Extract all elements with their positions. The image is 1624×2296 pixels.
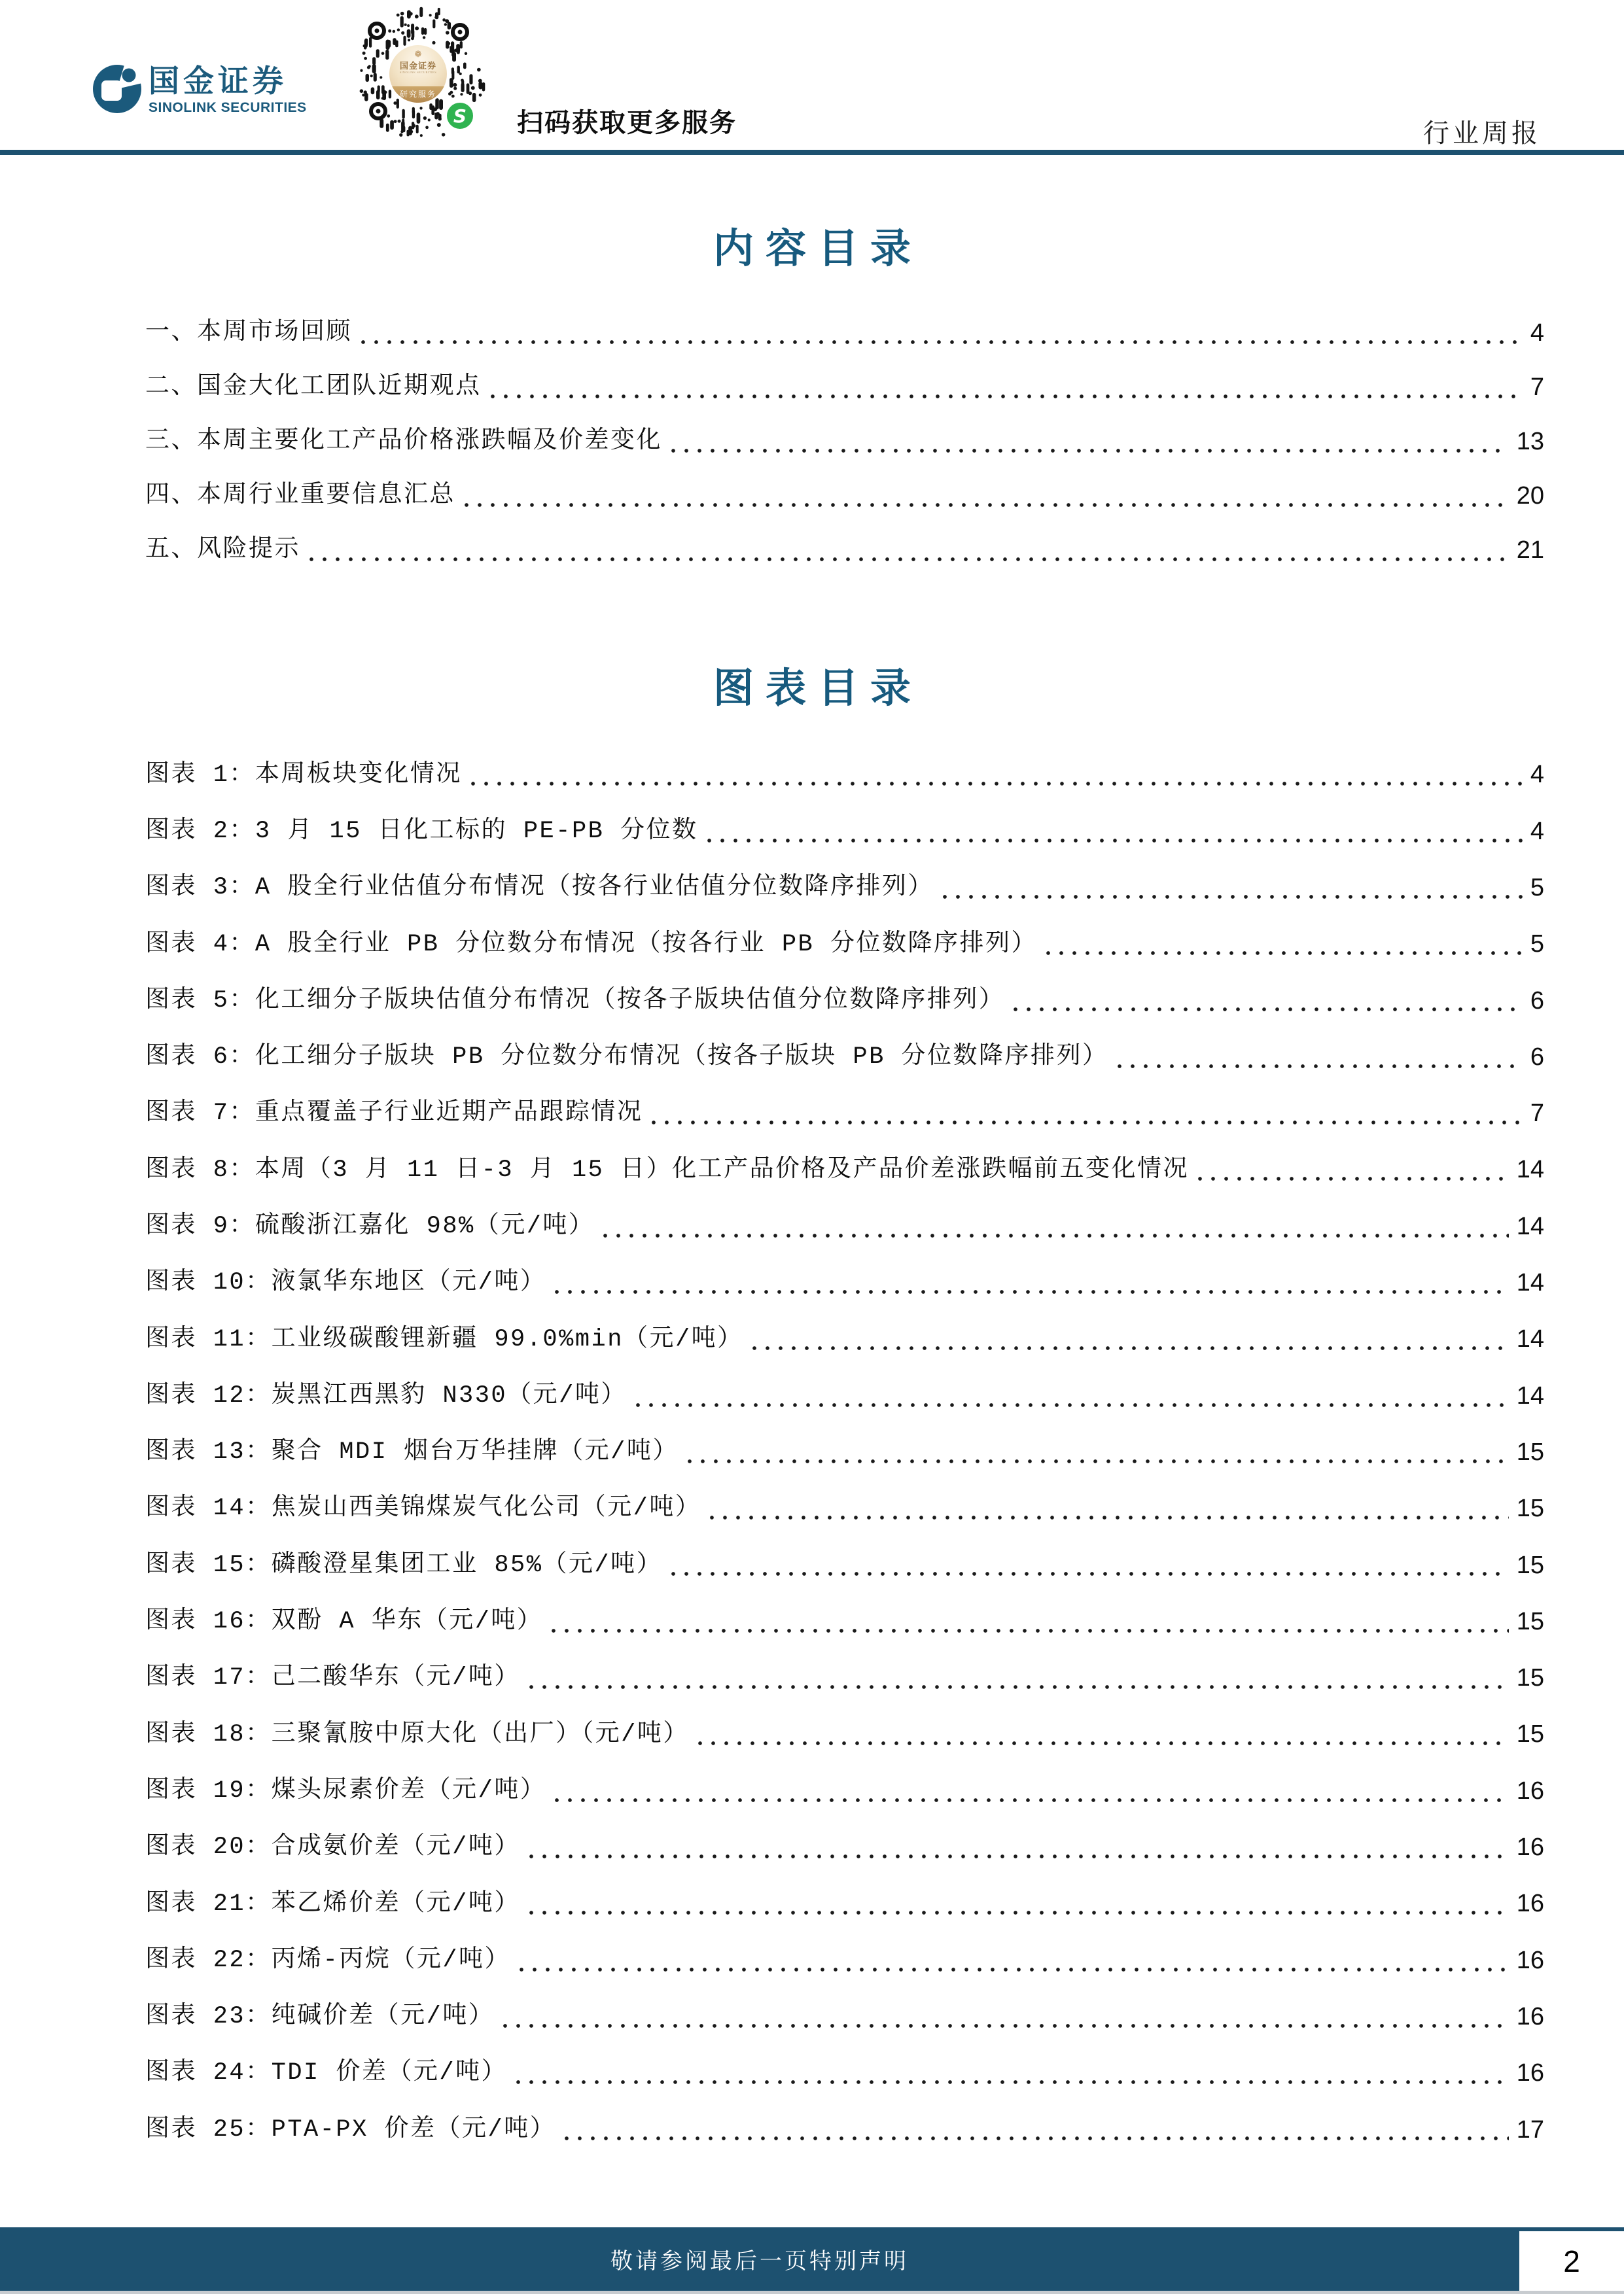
figure-entry-label: 图表 7：重点覆盖子行业近期产品跟踪情况 — [145, 1100, 643, 1128]
figure-entry[interactable] — [145, 1255, 1544, 1312]
dot-leader — [1118, 1063, 1523, 1068]
figure-entry-page: 7 — [1530, 1100, 1544, 1128]
figure-entry-page: 16 — [1516, 1834, 1544, 1862]
dot-leader — [1046, 950, 1523, 955]
toc-entry-label: 一、本周市场回顾 — [145, 319, 352, 347]
dot-leader — [603, 1232, 1508, 1238]
dot-leader — [503, 2023, 1508, 2028]
figure-entry[interactable] — [145, 973, 1544, 1029]
figure-entry-page: 15 — [1516, 1551, 1544, 1579]
figure-entry[interactable] — [145, 2045, 1544, 2102]
figure-entry[interactable] — [145, 1198, 1544, 1255]
dot-leader — [555, 1797, 1508, 1802]
content-toc-list — [145, 305, 1544, 577]
figure-entry-label: 图表 4：A 股全行业 PB 分位数分布情况（按各行业 PB 分位数降序排列） — [145, 930, 1037, 958]
figure-entry[interactable] — [145, 1593, 1544, 1650]
header-divider — [0, 150, 1624, 155]
figure-entry[interactable] — [145, 1312, 1544, 1368]
sinolink-logo-icon — [93, 65, 141, 113]
figure-entry[interactable] — [145, 2102, 1544, 2158]
figure-entry-page: 15 — [1516, 1495, 1544, 1523]
figure-entry[interactable] — [145, 1989, 1544, 2045]
figure-entry-page: 15 — [1516, 1720, 1544, 1748]
figure-entry-label: 图表 1：本周板块变化情况 — [145, 761, 462, 789]
figure-entry[interactable] — [145, 1763, 1544, 1819]
logo-text — [149, 65, 307, 114]
toc-entry-page: 13 — [1516, 428, 1544, 456]
figure-entry-label: 图表 17：己二酸华东（元/吨） — [145, 1664, 520, 1692]
qr-badge-cn-label: 国金证券 — [399, 61, 436, 71]
footer-page-box — [1519, 2227, 1624, 2291]
figure-entry-page: 14 — [1516, 1269, 1544, 1297]
dot-leader — [465, 502, 1509, 507]
footer-disclaimer: 敬请参阅最后一页特别声明 — [610, 2250, 909, 2274]
dot-leader — [555, 1289, 1508, 1294]
figure-entry-label: 图表 6：化工细分子版块 PB 分位数分布情况（按各子版块 PB 分位数降序排列） — [145, 1043, 1108, 1071]
figure-entry-label: 图表 25：PTA-PX 价差（元/吨） — [145, 2115, 556, 2144]
wechat-channels-icon: S — [445, 101, 475, 131]
figure-entry-page: 4 — [1530, 761, 1544, 789]
content-toc-title: 内容目录 — [713, 227, 923, 271]
figure-entry-label: 图表 13：聚合 MDI 烟台万华挂牌（元/吨） — [145, 1438, 679, 1467]
figure-entry-label: 图表 20：合成氨价差（元/吨） — [145, 1834, 520, 1862]
figure-entry[interactable] — [145, 1876, 1544, 1932]
toc-entry-label: 四、本周行业重要信息汇总 — [145, 482, 455, 510]
toc-entry-label: 三、本周主要化工产品价格涨跌幅及价差变化 — [145, 428, 662, 456]
dot-leader — [529, 1909, 1509, 1915]
figure-entry-page: 16 — [1516, 2002, 1544, 2030]
footer-bar — [0, 2227, 1519, 2291]
qr-caption: 扫码获取更多服务 — [517, 109, 737, 137]
dot-leader — [516, 2079, 1509, 2084]
toc-entry-label: 五、风险提示 — [145, 536, 300, 565]
figure-entry[interactable] — [145, 1368, 1544, 1424]
qr-center-badge — [389, 45, 447, 103]
dot-leader — [698, 1740, 1509, 1745]
figure-entry-label: 图表 18：三聚氰胺中原大化（出厂）（元/吨） — [145, 1720, 689, 1748]
toc-entry-page: 4 — [1530, 319, 1544, 347]
toc-entry[interactable] — [145, 360, 1544, 414]
figure-entry-label: 图表 10：液氯华东地区（元/吨） — [145, 1269, 546, 1297]
figure-entry-page: 14 — [1516, 1325, 1544, 1353]
dot-leader — [529, 1853, 1509, 1858]
figure-entry-page: 16 — [1516, 1777, 1544, 1805]
figure-entry-label: 图表 24：TDI 价差（元/吨） — [145, 2059, 508, 2087]
figure-entry-page: 15 — [1516, 1607, 1544, 1635]
figure-entry[interactable] — [145, 1537, 1544, 1593]
toc-entry[interactable] — [145, 523, 1544, 577]
dot-leader — [552, 1627, 1508, 1633]
toc-entry-page: 7 — [1530, 374, 1544, 402]
toc-entry-page: 20 — [1516, 482, 1544, 510]
figure-entry-label: 图表 8：本周（3 月 11 日-3 月 15 日）化工产品价格及产品价差涨跌幅前五变化情况 — [145, 1156, 1190, 1184]
figure-entry-label: 图表 3：A 股全行业估值分布情况（按各行业估值分位数降序排列） — [145, 874, 934, 902]
figure-entry-label: 图表 12：炭黑江西黑豹 N330（元/吨） — [145, 1382, 627, 1410]
figure-entry-page: 14 — [1516, 1382, 1544, 1410]
figure-entry-label: 图表 22：丙烯-丙烷（元/吨） — [145, 1946, 511, 1974]
figure-entry[interactable] — [145, 916, 1544, 973]
figure-entry[interactable] — [145, 860, 1544, 916]
logo-en-label: SINOLINK SECURITIES — [149, 100, 307, 115]
figure-entry[interactable] — [145, 1650, 1544, 1707]
dot-leader — [707, 837, 1523, 843]
dot-leader — [491, 393, 1523, 398]
figure-entry-label: 图表 15：磷酸澄星集团工业 85%（元/吨） — [145, 1551, 663, 1579]
dot-leader — [361, 339, 1523, 344]
figure-entry-page: 15 — [1516, 1438, 1544, 1466]
figure-entry[interactable] — [145, 1707, 1544, 1763]
toc-entry[interactable] — [145, 414, 1544, 468]
figure-entry-page: 15 — [1516, 1664, 1544, 1692]
figure-entry-label: 图表 23：纯碱价差（元/吨） — [145, 2003, 495, 2031]
figure-entry-page: 16 — [1516, 1890, 1544, 1918]
figure-entry[interactable] — [145, 747, 1544, 803]
report-type-label: 行业周报 — [1423, 118, 1541, 148]
figure-entry-label: 图表 16：双酚 A 华东（元/吨） — [145, 1608, 543, 1636]
dot-leader — [652, 1119, 1522, 1124]
figure-entry-label: 图表 11：工业级碳酸锂新疆 99.0%min（元/吨） — [145, 1325, 743, 1353]
figure-entry-page: 5 — [1530, 930, 1544, 958]
toc-entry-label: 二、国金大化工团队近期观点 — [145, 374, 482, 402]
dot-leader — [710, 1514, 1508, 1520]
figure-entry-label: 图表 19：煤头尿素价差（元/吨） — [145, 1777, 546, 1805]
figure-entry[interactable] — [145, 1481, 1544, 1537]
figure-entry-page: 4 — [1530, 817, 1544, 845]
logo-cn-label: 国金证券 — [149, 63, 287, 98]
dot-leader — [688, 1458, 1509, 1463]
toc-entry[interactable] — [145, 305, 1544, 360]
figure-toc-list — [145, 747, 1544, 2158]
figure-entry[interactable] — [145, 1086, 1544, 1142]
qr-code — [357, 7, 487, 137]
figure-entry-page: 6 — [1530, 986, 1544, 1015]
dot-leader — [671, 1571, 1509, 1576]
toc-entry-page: 21 — [1516, 536, 1544, 565]
figure-entry[interactable] — [145, 803, 1544, 860]
figure-entry-page: 16 — [1516, 2059, 1544, 2087]
figure-entry[interactable] — [145, 1425, 1544, 1481]
bottom-edge-line — [0, 2291, 1624, 2294]
flower-icon: ❁ — [414, 49, 422, 59]
figure-entry-label: 图表 5：化工细分子版块估值分布情况（按各子版块估值分位数降序排列） — [145, 986, 1005, 1015]
figure-entry-page: 14 — [1516, 1212, 1544, 1240]
figure-entry-page: 16 — [1516, 1946, 1544, 1974]
dot-leader — [529, 1684, 1509, 1689]
figure-entry-page: 14 — [1516, 1156, 1544, 1184]
figure-entry-label: 图表 2：3 月 15 日化工标的 PE-PB 分位数 — [145, 817, 698, 845]
dot-leader — [1198, 1175, 1509, 1181]
figure-entry-label: 图表 9：硫酸浙江嘉化 98%（元/吨） — [145, 1212, 595, 1240]
figure-toc-title: 图表目录 — [713, 667, 923, 711]
figure-entry[interactable] — [145, 1029, 1544, 1085]
qr-badge-band-label: 研究服务 — [389, 86, 447, 103]
toc-entry[interactable] — [145, 468, 1544, 523]
dot-leader — [471, 780, 1523, 786]
dot-leader — [671, 447, 1509, 453]
figure-entry[interactable] — [145, 1820, 1544, 1876]
dot-leader — [309, 556, 1509, 561]
figure-entry-page: 6 — [1530, 1043, 1544, 1071]
figure-entry-page: 5 — [1530, 874, 1544, 901]
dot-leader — [520, 1966, 1509, 1972]
dot-leader — [565, 2135, 1508, 2140]
dot-leader — [752, 1345, 1509, 1350]
dot-leader — [636, 1402, 1509, 1407]
figure-entry-label: 图表 21：苯乙烯价差（元/吨） — [145, 1890, 520, 1918]
qr-badge-en-label: SINOLINK SECURITIES — [399, 71, 437, 75]
figure-entry[interactable] — [145, 1932, 1544, 1989]
figure-entry-label: 图表 14：焦炭山西美锦煤炭气化公司（元/吨） — [145, 1495, 701, 1523]
dot-leader — [943, 894, 1523, 899]
figure-entry-page: 17 — [1516, 2115, 1544, 2144]
figure-entry[interactable] — [145, 1142, 1544, 1198]
dot-leader — [1014, 1006, 1522, 1011]
page-number: 2 — [1563, 2244, 1580, 2278]
